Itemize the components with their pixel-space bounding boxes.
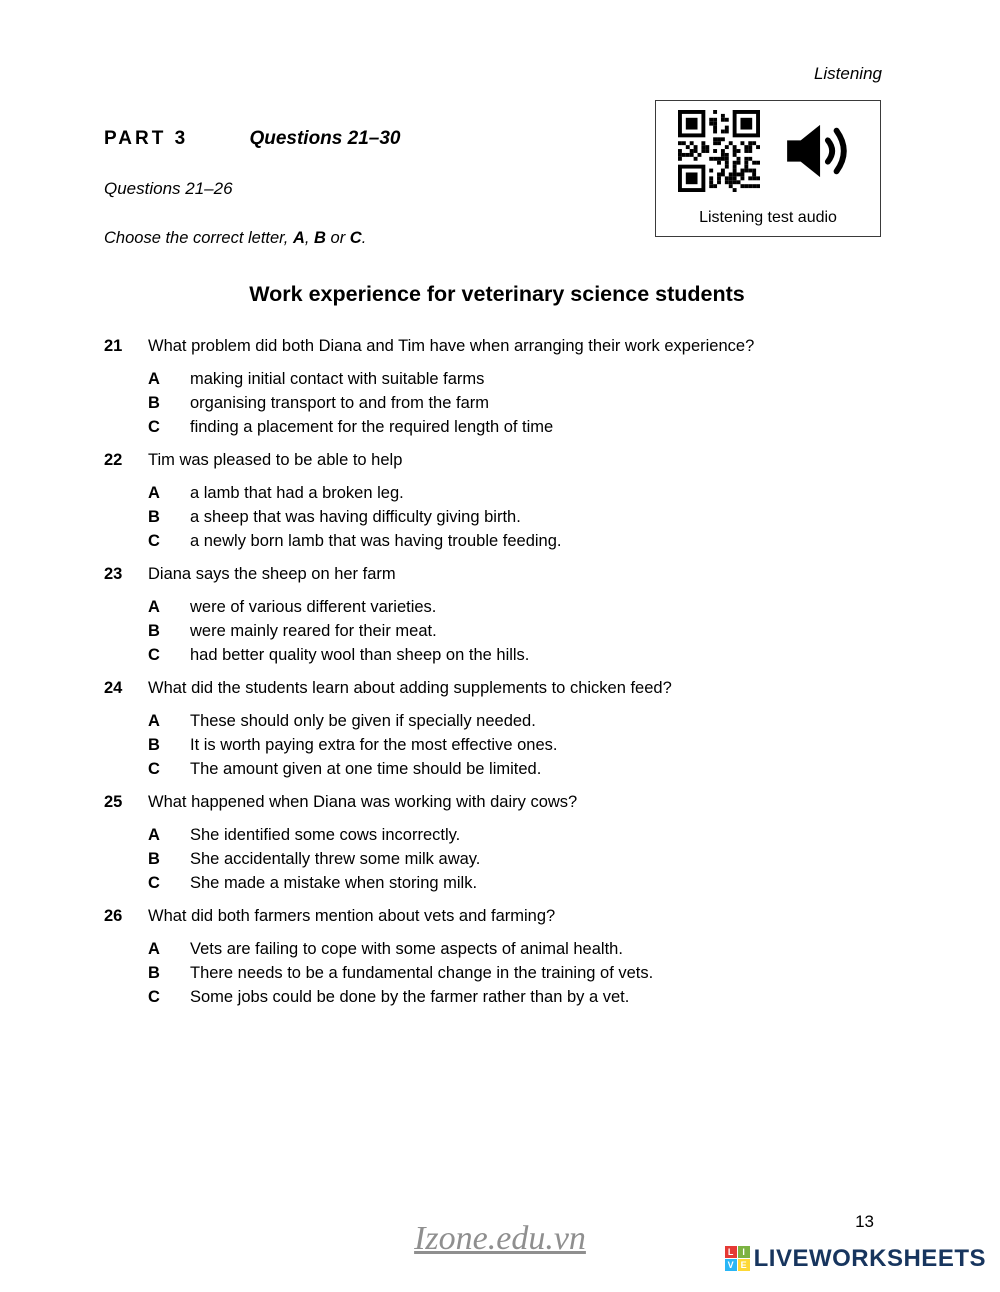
qr-code-icon	[678, 110, 760, 192]
answer-option[interactable]	[148, 505, 890, 529]
option-text: Vets are failing to cope with some aspects of animal health.	[190, 940, 623, 958]
option-letter: B	[148, 736, 160, 754]
option-letter: A	[148, 826, 160, 844]
liveworksheets-logo-text: LIVEWORKSHEETS	[753, 1244, 986, 1272]
option-text: finding a placement for the required length of time	[190, 418, 554, 436]
options-list	[104, 595, 890, 667]
option-text: She made a mistake when storing milk.	[190, 874, 478, 892]
options-list	[104, 481, 890, 553]
answer-option[interactable]	[148, 871, 890, 895]
answer-option[interactable]	[148, 847, 890, 871]
question-block	[104, 565, 890, 667]
answer-option[interactable]	[148, 709, 890, 733]
option-letter: C	[148, 988, 160, 1006]
question-text: Diana says the sheep on her farm	[148, 565, 396, 583]
answer-option[interactable]	[148, 757, 890, 781]
question-text: What did both farmers mention about vets and farming?	[148, 907, 556, 925]
option-text: There needs to be a fundamental change in the training of vets.	[190, 964, 654, 982]
answer-option[interactable]	[148, 529, 890, 553]
question-number: 25	[104, 793, 123, 811]
question-number: 21	[104, 337, 123, 355]
answer-option[interactable]	[148, 937, 890, 961]
exercise-title: Work experience for veterinary science students	[249, 282, 745, 306]
option-letter: B	[148, 964, 160, 982]
option-letter: B	[148, 508, 160, 526]
option-text: had better quality wool than sheep on the hills.	[190, 646, 530, 664]
question-block	[104, 337, 890, 439]
audio-box-label: Listening test audio	[699, 209, 837, 226]
question-text: What happened when Diana was working with dairy cows?	[148, 793, 578, 811]
option-letter: C	[148, 760, 160, 778]
option-text: were of various different varieties.	[190, 598, 437, 616]
option-letter: C	[148, 646, 160, 664]
liveworksheets-logo-icon: L I V E	[725, 1246, 750, 1271]
liveworksheets-logo[interactable]	[725, 1246, 986, 1271]
answer-option[interactable]	[148, 481, 890, 505]
question-block	[104, 451, 890, 553]
audio-box[interactable]	[655, 100, 881, 237]
option-text: These should only be given if specially needed.	[190, 712, 536, 730]
question-block	[104, 793, 890, 895]
option-text: She identified some cows incorrectly.	[190, 826, 461, 844]
option-text: a newly born lamb that was having trouble feeding.	[190, 532, 562, 550]
options-list	[104, 709, 890, 781]
option-text: organising transport to and from the farm	[190, 394, 489, 412]
options-list	[104, 367, 890, 439]
option-letter: C	[148, 532, 160, 550]
option-text: were mainly reared for their meat.	[190, 622, 437, 640]
option-letter: A	[148, 940, 160, 958]
option-text: a sheep that was having difficulty giving birth.	[190, 508, 521, 526]
option-letter: B	[148, 394, 160, 412]
option-letter: C	[148, 418, 160, 436]
questions-list	[104, 337, 890, 1009]
option-letter: A	[148, 598, 160, 616]
answer-option[interactable]	[148, 595, 890, 619]
speaker-icon[interactable]	[786, 120, 858, 182]
question-block	[104, 907, 890, 1009]
audio-icons	[678, 110, 858, 192]
question-number: 23	[104, 565, 123, 583]
option-letter: B	[148, 850, 160, 868]
question-number: 24	[104, 679, 123, 697]
question-number: 22	[104, 451, 123, 469]
part-title: PART 3	[104, 128, 189, 149]
question-text: Tim was pleased to be able to help	[148, 451, 403, 469]
options-list	[104, 823, 890, 895]
option-text: It is worth paying extra for the most effective ones.	[190, 736, 558, 754]
answer-option[interactable]	[148, 367, 890, 391]
answer-option[interactable]	[148, 415, 890, 439]
instruction-text: Choose the correct letter, A, B or C.	[104, 229, 367, 247]
question-text: What problem did both Diana and Tim have when arranging their work experience?	[148, 337, 755, 355]
part-questions-range: Questions 21–30	[249, 128, 401, 149]
answer-option[interactable]	[148, 391, 890, 415]
option-letter: A	[148, 370, 160, 388]
option-letter: A	[148, 712, 160, 730]
option-letter: C	[148, 874, 160, 892]
option-letter: B	[148, 622, 160, 640]
answer-option[interactable]	[148, 619, 890, 643]
answer-option[interactable]	[148, 985, 890, 1009]
answer-option[interactable]	[148, 733, 890, 757]
section-label: Listening	[813, 64, 882, 83]
question-text: What did the students learn about adding supplements to chicken feed?	[148, 679, 672, 697]
option-letter: A	[148, 484, 160, 502]
option-text: She accidentally threw some milk away.	[190, 850, 481, 868]
subsection-label: Questions 21–26	[104, 179, 233, 198]
watermark-link[interactable]: Izone.edu.vn	[414, 1220, 586, 1257]
option-text: making initial contact with suitable farms	[190, 370, 485, 388]
question-block	[104, 679, 890, 781]
page-number: 13	[855, 1212, 874, 1231]
options-list	[104, 937, 890, 1009]
option-text: The amount given at one time should be limited.	[190, 760, 542, 778]
answer-option[interactable]	[148, 643, 890, 667]
option-text: Some jobs could be done by the farmer rather than by a vet.	[190, 988, 630, 1006]
option-text: a lamb that had a broken leg.	[190, 484, 404, 502]
answer-option[interactable]	[148, 823, 890, 847]
question-number: 26	[104, 907, 123, 925]
answer-option[interactable]	[148, 961, 890, 985]
